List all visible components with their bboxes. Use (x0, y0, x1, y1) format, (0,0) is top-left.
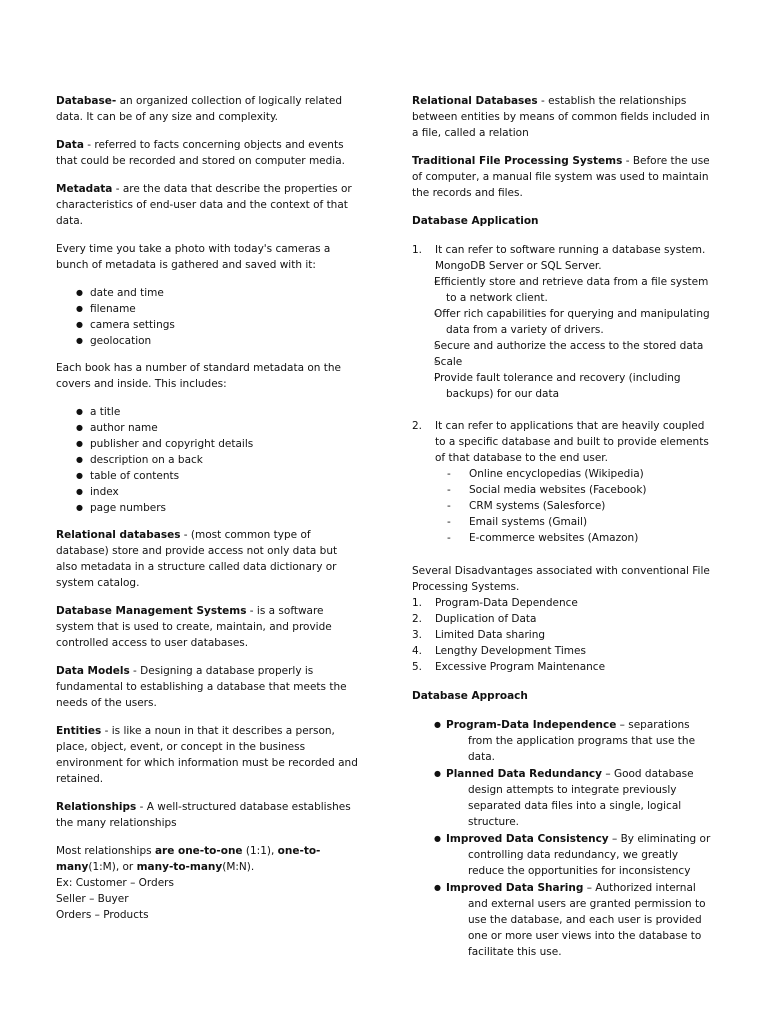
application-item-2: 2. It can refer to applications that are heavily coupled to a specific database and built to provide elements of that database to the end user. (412, 420, 709, 464)
list-item: - Email systems (Gmail) (412, 514, 716, 530)
list-item: 1. Program-Data Dependence (412, 597, 578, 609)
list-item: ● geolocation (76, 333, 360, 349)
example-line: Ex: Customer – Orders (56, 877, 174, 889)
disadvantages-intro: Several Disadvantages associated with conventional File Processing Systems. (412, 565, 710, 593)
definition-database: Database- an organized collection of logically related data. It can be of any size and complexity. (56, 95, 343, 123)
list-item: ● Improved Data Consistency – By eliminating or controlling data redundancy, we greatly reduce the opportunities for inconsistency (434, 831, 716, 879)
example-line: Seller – Buyer (56, 893, 129, 905)
list-item: ● publisher and copyright details (76, 436, 360, 452)
list-item: ● a title (76, 404, 360, 420)
list-item: - Offer rich capabilities for querying and manipulating data from a variety of drivers. (412, 306, 716, 338)
definition-entities: Entities - is like a noun in that it describes a person, place, object, event, or concept in the business environment for which information must be recorded and retained. (56, 725, 358, 785)
list-item: ● Planned Data Redundancy – Good database design attempts to integrate previously separated data files into a single, logical structure. (434, 766, 716, 830)
list-item: ● author name (76, 420, 360, 436)
heading-database-application: Database Application (412, 215, 539, 227)
list-item: ● description on a back (76, 452, 360, 468)
left-column (56, 93, 360, 935)
definition-dbms: Database Management Systems - is a software system that is used to create, maintain, and provide controlled access to user databases. (56, 605, 332, 649)
list-item: ● table of contents (76, 468, 360, 484)
photo-intro: Every time you take a photo with today's cameras a bunch of metadata is gathered and saved with it: (56, 243, 331, 271)
approach-list (412, 717, 716, 960)
right-column (412, 93, 716, 961)
list-item: 3. Limited Data sharing (412, 629, 546, 641)
list-item: 4. Lengthy Development Times (412, 645, 586, 657)
definition-relational-databases-2: Relational Databases - establish the relationships between entities by means of common fields included in a file, called a relation (412, 95, 710, 139)
list-item: - Online encyclopedias (Wikipedia) (412, 466, 716, 482)
definition-relational-databases: Relational databases - (most common type of database) store and provide access not only data but also metadata in a structure called data dictionary or system catalog. (56, 529, 338, 589)
definition-relationships: Relationships - A well-structured database establishes the many relationships (56, 801, 351, 829)
list-item: ● Program-Data Independence – separations from the application programs that use the data. (434, 717, 716, 765)
list-item: - Social media websites (Facebook) (412, 482, 716, 498)
definition-traditional-file-processing: Traditional File Processing Systems - Before the use of computer, a manual file system was used to maintain the records and files. (412, 155, 710, 199)
spacer (412, 546, 716, 563)
list-item: 5. Excessive Program Maintenance (412, 661, 606, 673)
definition-data: Data - referred to facts concerning objects and events that could be recorded and stored on computer media. (56, 139, 345, 167)
list-item: ● page numbers (76, 500, 360, 516)
book-metadata-list (56, 404, 360, 516)
list-item: ● Improved Data Sharing – Authorized internal and external users are granted permission to use the database, and each user is provided one or more user views into the database to facilitate this use. (434, 880, 716, 960)
list-item: ● camera settings (76, 317, 360, 333)
list-item: - CRM systems (Salesforce) (412, 498, 716, 514)
definition-data-models: Data Models - Designing a database properly is fundamental to establishing a database that meets the needs of the users. (56, 665, 347, 709)
list-item: - Secure and authorize the access to the stored data (412, 338, 716, 354)
book-intro: Each book has a number of standard metadata on the covers and inside. This includes: (56, 362, 341, 390)
list-item: 2. Duplication of Data (412, 613, 537, 625)
list-item: - E-commerce websites (Amazon) (412, 530, 716, 546)
list-item: ● date and time (76, 285, 360, 301)
example-line: Orders – Products (56, 909, 149, 921)
application-item-1: 1. It can refer to software running a database system. MongoDB Server or SQL Server. (412, 244, 706, 272)
heading-database-approach: Database Approach (412, 690, 528, 702)
list-item: ● index (76, 484, 360, 500)
list-item: - Efficiently store and retrieve data from a file system to a network client. (412, 274, 716, 306)
list-item: - Scale (412, 354, 716, 370)
relationship-types: Most relationships are one-to-one (1:1), one-to-many(1:M), or many-to-many(M:N). Ex: Customer – Orders Seller – Buyer Orders – Products (56, 845, 321, 921)
application-1-sublist (412, 274, 716, 402)
disadvantages-list (412, 595, 716, 675)
definition-metadata: Metadata - are the data that describe the properties or characteristics of end-user data and the context of that data. (56, 183, 352, 227)
application-2-sublist (412, 466, 716, 546)
list-item: - Provide fault tolerance and recovery (including backups) for our data (412, 370, 716, 402)
photo-metadata-list (56, 285, 360, 349)
list-item: ● filename (76, 301, 360, 317)
spacer (412, 402, 716, 418)
